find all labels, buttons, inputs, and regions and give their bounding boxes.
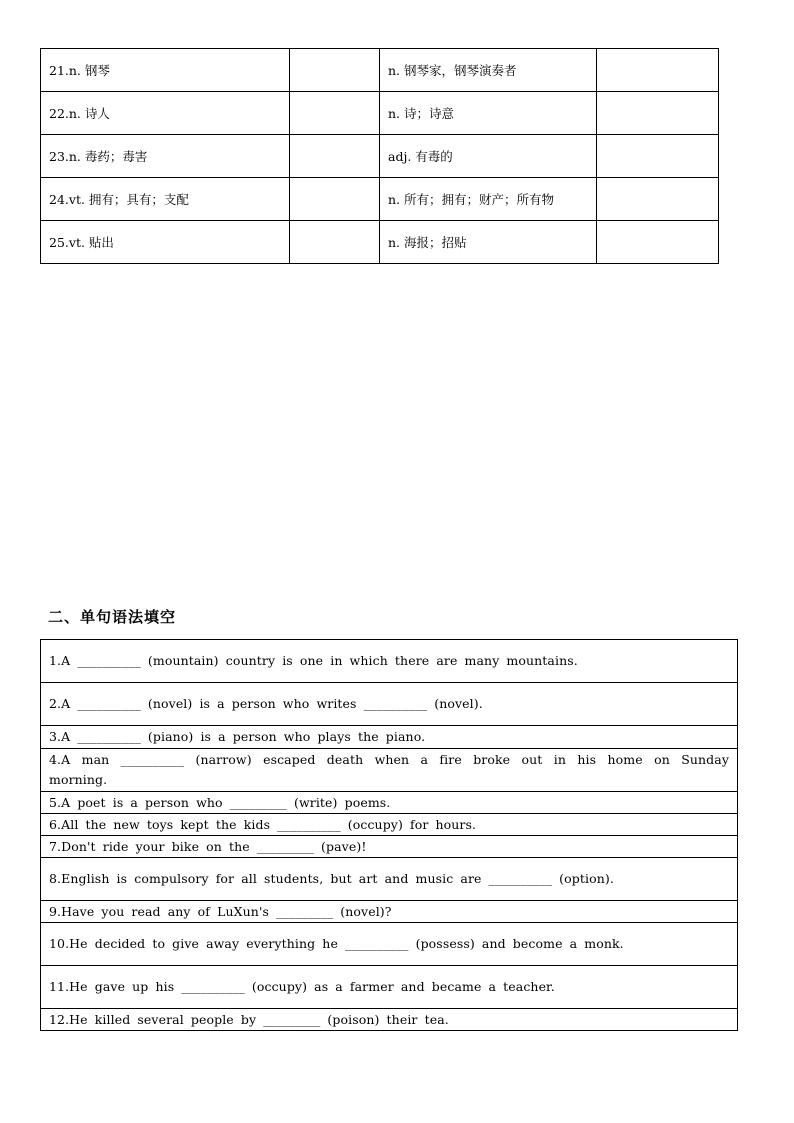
grammar-item[interactable]: 1.A __________ (mountain) country is one in which there are many mountains. [41, 640, 738, 683]
grammar-item[interactable]: 10.He decided to give away everything he __________ (possess) and become a monk. [41, 923, 738, 966]
vocab-answer-cell[interactable] [290, 135, 380, 178]
grammar-row [41, 749, 738, 792]
grammar-item[interactable]: 9.Have you read any of LuXun's _________ (novel)? [41, 901, 738, 923]
vocab-word-cell [41, 49, 290, 92]
vocab-answer-cell[interactable] [290, 49, 380, 92]
vocab-derivative-cell [380, 135, 597, 178]
derivative-answer-cell[interactable] [597, 221, 719, 264]
derivative-pos: n. [388, 106, 401, 121]
grammar-row [41, 726, 738, 749]
vocab-word-cell [41, 135, 290, 178]
grammar-row [41, 901, 738, 923]
derivative-answer-cell[interactable] [597, 49, 719, 92]
vocab-derivative-cell [380, 49, 597, 92]
vocab-word-cell [41, 221, 290, 264]
grammar-item[interactable]: 6.All the new toys kept the kids __________ (occupy) for hours. [41, 814, 738, 836]
grammar-row [41, 683, 738, 726]
derivative-meaning: 有毒的 [415, 149, 453, 164]
grammar-item[interactable]: 4.A man __________ (narrow) escaped death when a fire broke out in his home on Sunday morning. [41, 749, 738, 792]
vocab-answer-cell[interactable] [290, 221, 380, 264]
vocab-answer-cell[interactable] [290, 178, 380, 221]
vocab-meaning: 贴出 [88, 235, 114, 250]
derivative-meaning: 海报；招贴 [404, 235, 467, 250]
grammar-item[interactable]: 2.A __________ (novel) is a person who writes __________ (novel). [41, 683, 738, 726]
grammar-item[interactable]: 3.A __________ (piano) is a person who plays the piano. [41, 726, 738, 749]
vocab-derivative-cell [380, 178, 597, 221]
vocab-word-cell [41, 92, 290, 135]
grammar-row [41, 814, 738, 836]
grammar-row [41, 836, 738, 858]
vocab-pos: 24.vt. [49, 192, 85, 207]
vocab-derivative-cell [380, 92, 597, 135]
vocab-row [41, 221, 719, 264]
grammar-item[interactable]: 7.Don't ride your bike on the _________ (pave)! [41, 836, 738, 858]
grammar-item[interactable]: 8.English is compulsory for all students, but art and music are __________ (option). [41, 858, 738, 901]
vocab-answer-cell[interactable] [290, 92, 380, 135]
vocabulary-table [40, 48, 719, 264]
derivative-pos: n. [388, 63, 401, 78]
grammar-item[interactable]: 5.A poet is a person who _________ (write) poems. [41, 792, 738, 814]
derivative-pos: n. [388, 192, 401, 207]
vocab-pos: 21.n. [49, 63, 81, 78]
grammar-row [41, 792, 738, 814]
grammar-row [41, 1009, 738, 1031]
grammar-table [40, 639, 738, 1031]
vocab-row [41, 49, 719, 92]
grammar-row [41, 923, 738, 966]
vocab-word-cell [41, 178, 290, 221]
vocab-row [41, 135, 719, 178]
section-title: 二、单句语法填空 [48, 608, 177, 626]
grammar-row [41, 966, 738, 1009]
grammar-row [41, 858, 738, 901]
vocab-meaning: 毒药；毒害 [84, 149, 148, 164]
grammar-item[interactable]: 11.He gave up his __________ (occupy) as a farmer and became a teacher. [41, 966, 738, 1009]
derivative-meaning: 钢琴家，钢琴演奏者 [404, 63, 517, 78]
vocab-meaning: 钢琴 [84, 63, 110, 78]
vocab-meaning: 拥有；具有；支配 [88, 192, 189, 207]
derivative-answer-cell[interactable] [597, 178, 719, 221]
derivative-answer-cell[interactable] [597, 92, 719, 135]
vocab-pos: 22.n. [49, 106, 81, 121]
derivative-meaning: 所有；拥有；财产；所有物 [404, 192, 555, 207]
derivative-pos: n. [388, 235, 401, 250]
grammar-row [41, 640, 738, 683]
vocab-row [41, 178, 719, 221]
derivative-answer-cell[interactable] [597, 135, 719, 178]
vocab-pos: 23.n. [49, 149, 81, 164]
vocab-meaning: 诗人 [84, 106, 110, 121]
derivative-meaning: 诗；诗意 [404, 106, 455, 121]
vocab-row [41, 92, 719, 135]
vocab-pos: 25.vt. [49, 235, 85, 250]
derivative-pos: adj. [388, 149, 412, 164]
grammar-item[interactable]: 12.He killed several people by _________ (poison) their tea. [41, 1009, 738, 1031]
vocab-derivative-cell [380, 221, 597, 264]
